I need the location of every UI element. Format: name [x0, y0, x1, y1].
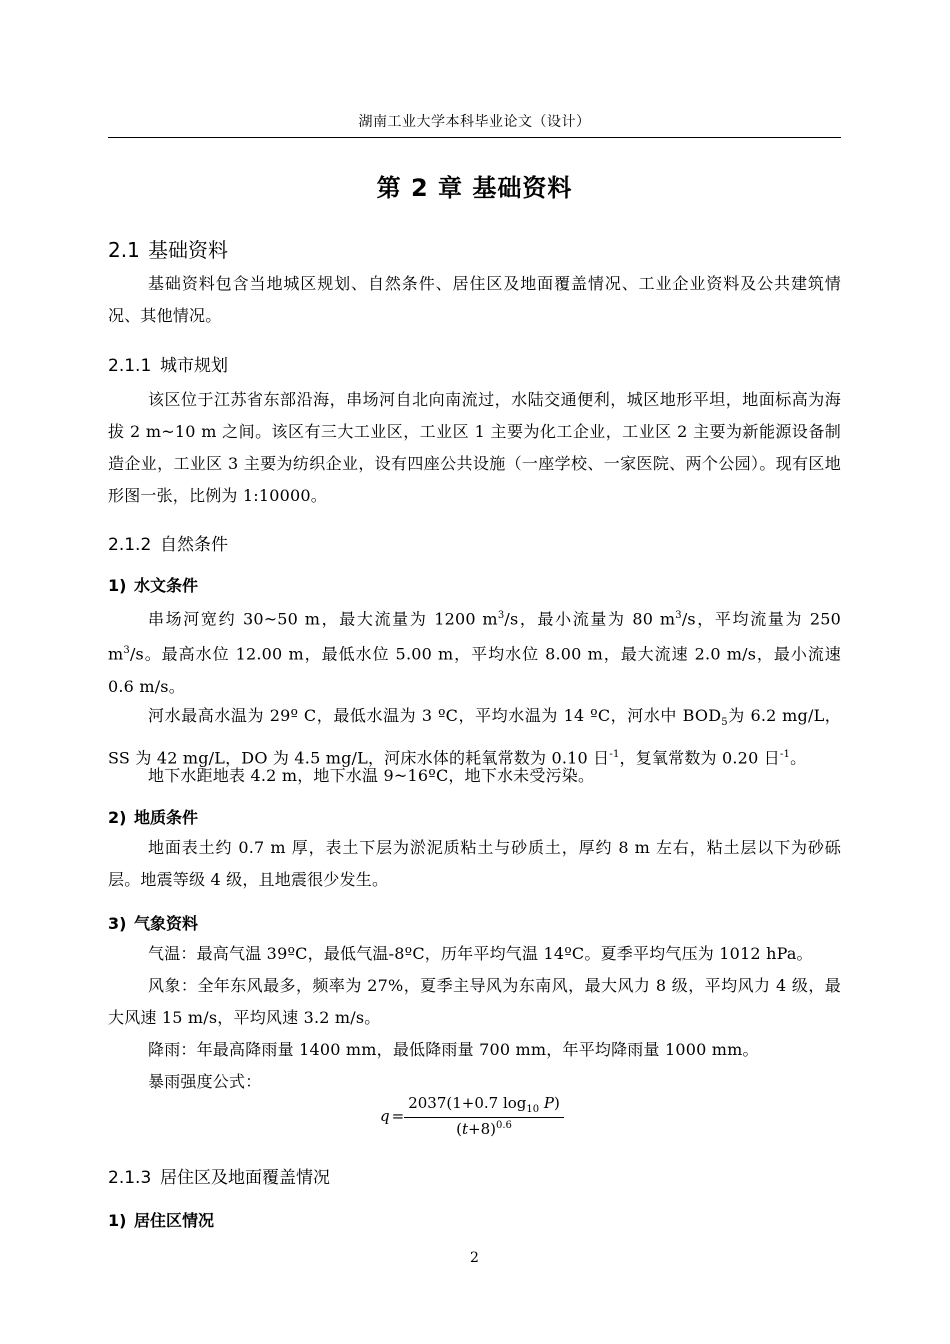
paragraph-groundwater: 地下水距地表 4.2 m，地下水温 9~16ºC，地下水未受污染。	[148, 766, 595, 785]
subheading-geology	[108, 805, 841, 828]
item-title: 地质条件	[134, 808, 199, 827]
paragraph-wind: 风象：全年东风最多，频率为 27%，夏季主导风为东南风，最大风力 8 级，平均风力 4 级，最大风速 15 m/s，平均风速 3.2 m/s。	[108, 976, 841, 1027]
subheading-residential	[108, 1208, 841, 1231]
item-title: 居住区情况	[134, 1211, 215, 1230]
item-number: 3)	[108, 914, 127, 933]
paragraph-hydrology-water-quality: 河水最高水温为 29º C，最低水温为 3 ºC，平均水温为 14 ºC，河水中 $BOD_5$为 6.2 mg/L，SS 为 42 mg/L，DO 为 4.5 mg/L，河床水体的耗氧常数为 0.10 日$^{-1}$，复氧常数为 0.20 日$^{-1}$。	[108, 706, 841, 768]
section-title: 基础资料	[148, 238, 228, 262]
chapter-title: 第 2 章 基础资料	[376, 174, 573, 202]
paragraph-hydrology-flow: 串场河宽约 30~50 m，最大流量为 1200 $m^3/s$，最小流量为 80 $m^3/s$，平均流量为 250 $m^3/s$。最高水位 12.00 m，最低水位 5.00 m，平均水位 8.00 m，最大流速 2.0 m/s，最小流速 0.6 m/s。	[108, 609, 841, 696]
paragraph-storm-formula-label: 暴雨强度公式：	[148, 1072, 262, 1091]
item-number: 2)	[108, 808, 127, 827]
header-rule	[108, 137, 841, 138]
formula-fraction	[404, 1094, 564, 1138]
section-number: 2.1	[108, 238, 140, 262]
storm-intensity-formula	[380, 1094, 564, 1138]
section-number: 2.1.1	[108, 356, 152, 376]
page-header: 湖南工业大学本科毕业论文（设计）	[358, 114, 591, 130]
subheading-meteorology	[108, 911, 841, 934]
formula-denominator: $(t+8)^{0.6}$	[456, 1120, 512, 1138]
section-heading-2-1-3	[108, 1163, 841, 1188]
paragraph-temperature: 气温：最高气温 39ºC，最低气温-8ºC，历年平均气温 14ºC。夏季平均气压为 1012 hPa。	[148, 944, 813, 963]
paragraph-intro: 基础资料包含当地城区规划、自然条件、居住区及地面覆盖情况、工业企业资料及公共建筑情况、其他情况。	[108, 274, 841, 325]
formula-equals: =	[391, 1107, 405, 1125]
item-title: 水文条件	[134, 576, 199, 595]
paragraph-rainfall: 降雨：年最高降雨量 1400 mm，最低降雨量 700 mm，年平均降雨量 1000 mm。	[148, 1040, 759, 1059]
section-title: 城市规划	[160, 356, 228, 376]
item-number: 1)	[108, 1211, 127, 1230]
section-heading-2-1	[108, 234, 841, 263]
paragraph-geology: 地面表土约 0.7 m 厚，表土下层为淤泥质粘土与砂质土，厚约 8 m 左右，粘土层以下为砂砾层。地震等级 4 级，且地震很少发生。	[108, 838, 841, 889]
paragraph-urban-planning: 该区位于江苏省东部沿海，串场河自北向南流过，水陆交通便利，城区地形平坦，地面标高为海拔 2 m~10 m 之间。该区有三大工业区，工业区 1 主要为化工企业，工业区 2 主要为新能源设备制造企业，工业区 3 主要为纺织企业，设有四座公共设施（一座学校、一家医院、两个公园）。现有区地形图一张，比例为 1:10000。	[108, 390, 841, 505]
section-heading-2-1-2	[108, 530, 841, 555]
section-title: 居住区及地面覆盖情况	[160, 1168, 330, 1188]
formula-numerator: 2037(1+0.7 $\log_{10} P$)	[404, 1094, 564, 1118]
page-number: 2	[470, 1250, 479, 1266]
item-number: 1)	[108, 576, 127, 595]
item-title: 气象资料	[134, 914, 199, 933]
formula-lhs: q	[380, 1107, 390, 1125]
section-number: 2.1.3	[108, 1168, 152, 1188]
section-number: 2.1.2	[108, 535, 152, 555]
subheading-hydrology	[108, 573, 841, 596]
section-title: 自然条件	[160, 535, 228, 555]
section-heading-2-1-1	[108, 351, 841, 376]
